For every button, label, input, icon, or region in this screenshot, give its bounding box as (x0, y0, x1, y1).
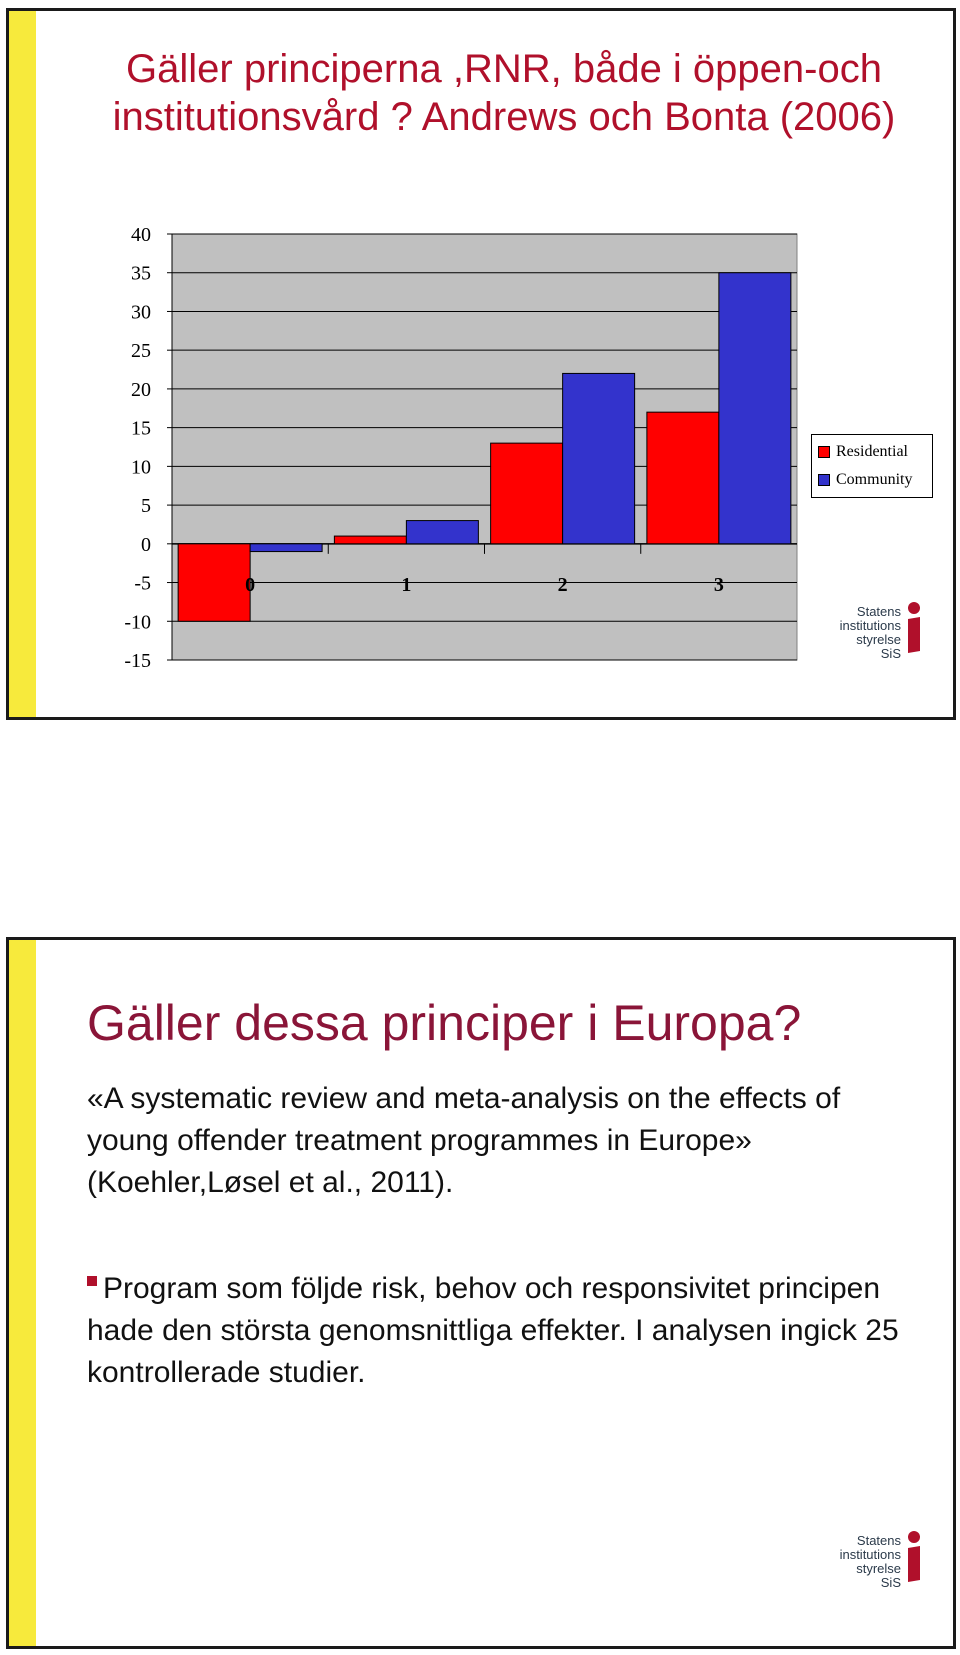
bar-residential-1 (334, 536, 406, 544)
bullet-item (87, 1268, 917, 1394)
y-tick-label: 40 (131, 224, 151, 246)
slide-1-title: Gäller principerna ,RNR, både i öppen-och institutionsvård ? Andrews och Bonta (2006) (112, 47, 896, 139)
y-tick-label: 10 (131, 456, 151, 479)
y-tick-label: 30 (131, 301, 151, 324)
bar-community-2 (563, 373, 635, 543)
bar-residential-2 (491, 443, 563, 544)
y-tick-label: -5 (134, 572, 151, 595)
bar-residential-3 (647, 412, 719, 544)
sis-logo-icon (905, 601, 923, 657)
sis-logo-text: Statens institutions styrelse SiS (839, 1533, 901, 1590)
sis-logo (837, 601, 927, 661)
x-tick-label: 1 (401, 573, 412, 596)
slide-1 (6, 8, 956, 720)
bar-community-0 (250, 544, 322, 552)
slide-2 (6, 937, 956, 1649)
bar-community-3 (719, 273, 791, 544)
sis-logo-icon (905, 1530, 923, 1586)
bar-chart (9, 11, 953, 717)
bullet-text: Program som följde risk, behov och responsivitet principen hade den största genomsnittliga effekter. I analysen ingick 25 kontrollerade studier. (87, 1272, 899, 1389)
sis-logo (837, 1530, 927, 1590)
y-tick-label: 35 (131, 262, 151, 285)
slide-2-title: Gäller dessa principer i Europa? (87, 995, 802, 1051)
legend-label-residential: Residential (836, 443, 908, 460)
x-tick-label: 3 (713, 573, 724, 596)
y-tick-label: -15 (124, 650, 151, 672)
sis-logo-text: Statens institutions styrelse SiS (839, 604, 901, 661)
chart-legend (811, 434, 933, 498)
legend-item-community (818, 471, 912, 489)
quote-text: «A systematic review and meta-analysis on the effects of young offender treatment programmes in Europe» (Koehler,Løsel et al., 2011). (87, 1082, 841, 1199)
legend-item-residential (818, 443, 908, 461)
bar-community-1 (406, 521, 478, 544)
y-tick-label: -10 (124, 611, 151, 634)
legend-swatch-residential (818, 446, 830, 458)
legend-label-community: Community (836, 471, 913, 488)
y-tick-label: 25 (131, 340, 151, 363)
y-tick-label: 5 (141, 495, 151, 518)
x-tick-label: 2 (557, 573, 568, 596)
y-tick-label: 15 (131, 417, 151, 440)
slide-accent-bar (9, 940, 36, 1646)
bullet-icon (87, 1276, 97, 1286)
bar-residential-0 (178, 544, 250, 621)
x-tick-label: 0 (245, 573, 256, 596)
legend-swatch-community (818, 474, 830, 486)
y-tick-label: 20 (131, 378, 151, 401)
y-tick-label: 0 (141, 533, 151, 556)
